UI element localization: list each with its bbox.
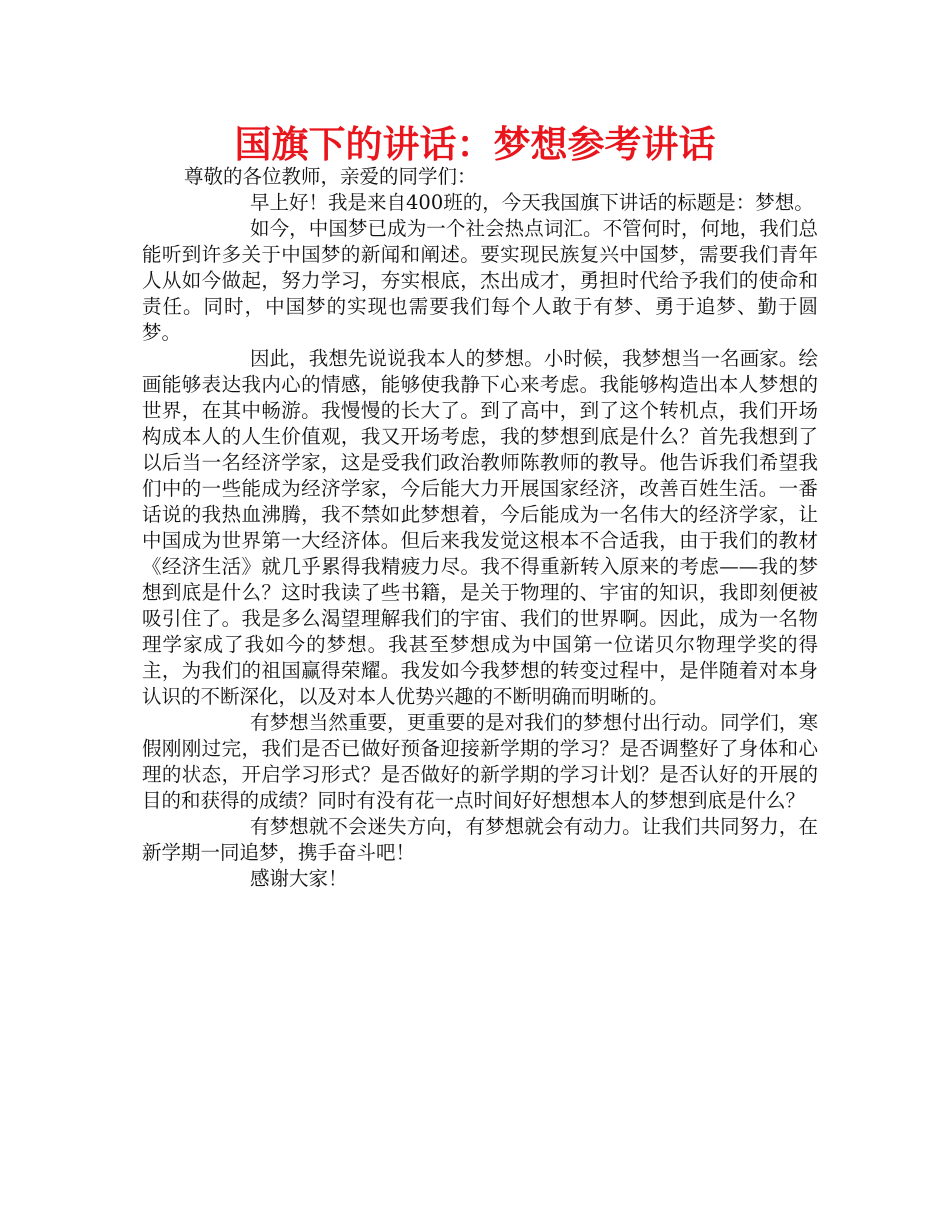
- paragraph-greeting: 早上好！我是来自400班的，今天我国旗下讲话的标题是：梦想。: [250, 191, 814, 214]
- paragraph-take-action: 有梦想当然重要，更重要的是对我们的梦想付出行动。同学们，寒假刚刚过完，我们是否已做好预备迎接新学期的学习？是否调整好了身体和心理的状态，开启学习形式？是否做好的新学期的学习计划？是否认好的开展的目的和获得的成绩？同时有没有花一点时间好好想想本人的梦想到底是什么？: [142, 711, 818, 812]
- paragraph-my-dream: 因此，我想先说说我本人的梦想。小时候，我梦想当一名画家。绘画能够表达我内心的情感，能够使我静下心来考虑。我能够构造出本人梦想的世界，在其中畅游。我慢慢的长大了。到了高中，到了这个转机点，我们开场构成本人的人生价值观，我又开场考虑，我的梦想到底是什么？首先我想到了以后当一名经济学家，这是受我们政治教师陈教师的教导。他告诉我们希望我们中的一些能成为经济学家，今后能大力开展国家经济，改善百姓生活。一番话说的我热血沸腾，我不禁如此梦想着，今后能成为一名伟大的经济学家，让中国成为世界第一大经济体。但后来我发觉这根本不合适我，由于我们的教材《经济生活》就几乎累得我精疲力尽。我不得重新转入原来的考虑——我的梦想到底是什么？这时我读了些书籍，是关于物理的、宇宙的知识，我即刻便被吸引住了。我是多么渴望理解我们的宇宙、我们的世界啊。因此，成为一名物理学家成了我如今的梦想。我甚至梦想成为中国第一位诺贝尔物理学奖的得主，为我们的祖国赢得荣耀。我发如今我梦想的转变过程中，是伴随着对本身认识的不断深化，以及对本人优势兴趣的不断明确而明晰的。: [142, 347, 818, 708]
- paragraph-china-dream: 如今，中国梦已成为一个社会热点词汇。不管何时，何地，我们总能听到许多关于中国梦的新闻和阐述。要实现民族复兴中国梦，需要我们青年人从如今做起，努力学习，夯实根底，杰出成才，勇担时代给予我们的使命和责任。同时，中国梦的实现也需要我们每个人敢于有梦、勇于追梦、勤于圆梦。: [142, 217, 818, 344]
- paragraph-thanks: 感谢大家！: [250, 867, 348, 890]
- paragraph-closing: 有梦想就不会迷失方向，有梦想就会有动力。让我们共同努力，在新学期一同追梦，携手奋斗吧！: [142, 815, 818, 864]
- salutation: 尊敬的各位教师，亲爱的同学们：: [184, 165, 477, 188]
- document-title: 国旗下的讲话：梦想参考讲话: [234, 123, 716, 166]
- speech-body: [142, 164, 818, 892]
